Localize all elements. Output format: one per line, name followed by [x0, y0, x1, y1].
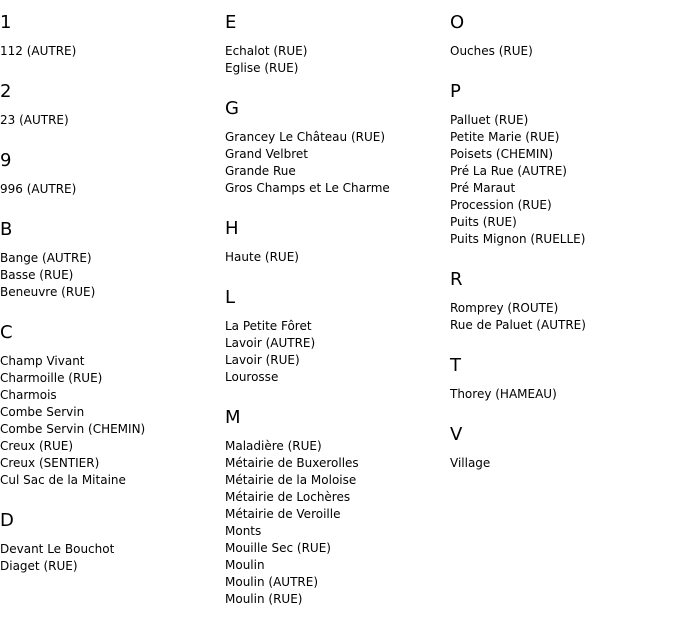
street-item[interactable]: Puits (RUE) [450, 215, 517, 229]
street-column-1 [0, 12, 220, 596]
street-item[interactable]: Beneuvre (RUE) [0, 285, 96, 299]
street-item[interactable]: Maladière (RUE) [225, 439, 322, 453]
street-item[interactable]: Grand Velbret [225, 147, 308, 161]
letter-heading: 1 [0, 12, 12, 33]
street-item[interactable]: Métairie de Buxerolles [225, 456, 359, 470]
letter-heading: 9 [0, 150, 12, 171]
letter-group [450, 269, 670, 334]
letter-group [450, 355, 670, 403]
letter-heading: G [225, 98, 239, 119]
street-item[interactable]: Ouches (RUE) [450, 44, 533, 58]
letter-heading: E [225, 12, 237, 33]
street-item[interactable]: Moulin [225, 558, 265, 572]
street-item[interactable]: Romprey (ROUTE) [450, 301, 559, 315]
street-column-2 [225, 12, 445, 629]
street-list [225, 43, 445, 77]
letter-group [0, 322, 220, 489]
street-item[interactable]: Gros Champs et Le Charme [225, 181, 390, 195]
letter-heading: L [225, 287, 236, 308]
street-list [450, 386, 670, 403]
street-list [225, 249, 445, 266]
letter-heading: H [225, 218, 239, 239]
street-list [0, 181, 220, 198]
street-item[interactable]: Cul Sac de la Mitaine [0, 473, 126, 487]
letter-heading: O [450, 12, 465, 33]
street-list [0, 541, 220, 575]
street-list [225, 438, 445, 608]
street-item[interactable]: Creux (SENTIER) [0, 456, 100, 470]
street-list [450, 43, 670, 60]
street-item[interactable]: Eglise (RUE) [225, 61, 299, 75]
letter-heading: D [0, 510, 14, 531]
street-list [450, 300, 670, 334]
letter-group [0, 12, 220, 60]
street-item[interactable]: Mouille Sec (RUE) [225, 541, 331, 555]
street-item[interactable]: Charmoille (RUE) [0, 371, 103, 385]
street-list [225, 129, 445, 197]
letter-heading: P [450, 81, 461, 102]
street-item[interactable]: Métairie de la Moloise [225, 473, 357, 487]
street-list [225, 318, 445, 386]
street-item[interactable]: Moulin (AUTRE) [225, 575, 318, 589]
street-item[interactable]: Palluet (RUE) [450, 113, 529, 127]
street-item[interactable]: Rue de Paluet (AUTRE) [450, 318, 586, 332]
letter-heading: T [450, 355, 461, 376]
letter-group [0, 81, 220, 129]
street-item[interactable]: Procession (RUE) [450, 198, 552, 212]
street-item[interactable]: Métairie de Veroille [225, 507, 341, 521]
street-item[interactable]: Combe Servin (CHEMIN) [0, 422, 146, 436]
street-item[interactable]: Haute (RUE) [225, 250, 299, 264]
letter-group [450, 424, 670, 472]
street-item[interactable]: Creux (RUE) [0, 439, 74, 453]
letter-group [225, 218, 445, 266]
street-item[interactable]: 996 (AUTRE) [0, 182, 77, 196]
street-item[interactable]: Métairie de Lochères [225, 490, 351, 504]
street-item[interactable]: Charmois [0, 388, 57, 402]
letter-group [225, 407, 445, 608]
street-item[interactable]: Lavoir (RUE) [225, 353, 300, 367]
letter-heading: B [0, 219, 13, 240]
letter-group [0, 510, 220, 575]
letter-heading: R [450, 269, 463, 290]
street-item[interactable]: La Petite Fôret [225, 319, 312, 333]
street-item[interactable]: Echalot (RUE) [225, 44, 308, 58]
street-item[interactable]: 23 (AUTRE) [0, 113, 69, 127]
street-item[interactable]: Bange (AUTRE) [0, 251, 92, 265]
street-item[interactable]: Grande Rue [225, 164, 296, 178]
street-item[interactable]: Devant Le Bouchot [0, 542, 115, 556]
street-item[interactable]: 112 (AUTRE) [0, 44, 77, 58]
street-list [0, 250, 220, 301]
street-column-3 [450, 12, 670, 493]
letter-group [225, 12, 445, 77]
letter-group [225, 98, 445, 197]
street-item[interactable]: Poisets (CHEMIN) [450, 147, 554, 161]
street-item[interactable]: Basse (RUE) [0, 268, 74, 282]
letter-group [0, 150, 220, 198]
street-item[interactable]: Combe Servin [0, 405, 85, 419]
street-list [450, 455, 670, 472]
letter-heading: C [0, 322, 13, 343]
letter-heading: V [450, 424, 463, 445]
street-item[interactable]: Thorey (HAMEAU) [450, 387, 557, 401]
letter-group [0, 219, 220, 301]
letter-group [225, 287, 445, 386]
street-list [0, 112, 220, 129]
street-item[interactable]: Pré Maraut [450, 181, 516, 195]
street-item[interactable]: Monts [225, 524, 262, 538]
letter-group [450, 81, 670, 248]
street-item[interactable]: Diaget (RUE) [0, 559, 78, 573]
street-item[interactable]: Grancey Le Château (RUE) [225, 130, 386, 144]
street-item[interactable]: Lavoir (AUTRE) [225, 336, 316, 350]
letter-heading: M [225, 407, 241, 428]
street-item[interactable]: Pré La Rue (AUTRE) [450, 164, 567, 178]
street-list [450, 112, 670, 248]
letter-group [450, 12, 670, 60]
street-item[interactable]: Champ Vivant [0, 354, 85, 368]
street-item[interactable]: Lourosse [225, 370, 279, 384]
street-item[interactable]: Petite Marie (RUE) [450, 130, 560, 144]
street-list [0, 43, 220, 60]
street-item[interactable]: Village [450, 456, 491, 470]
street-list [0, 353, 220, 489]
street-item[interactable]: Puits Mignon (RUELLE) [450, 232, 586, 246]
letter-heading: 2 [0, 81, 12, 102]
street-item[interactable]: Moulin (RUE) [225, 592, 303, 606]
